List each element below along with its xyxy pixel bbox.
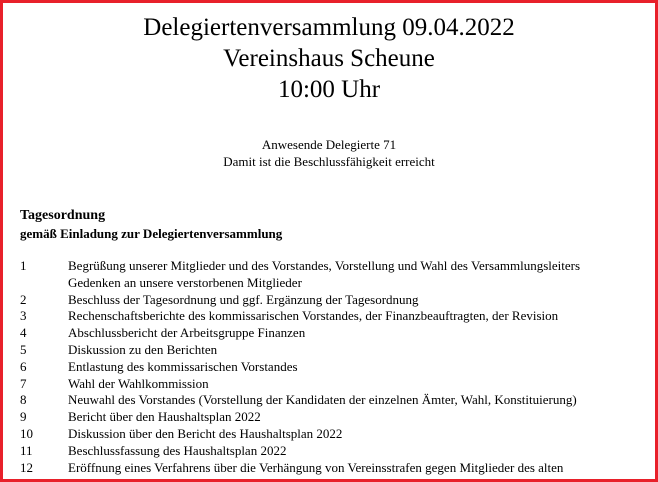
agenda-item-text: Abschlussbericht der Arbeitsgruppe Finanzen	[68, 325, 306, 341]
agenda-item-text: Diskussion über den Bericht des Haushaltsplan 2022	[68, 425, 343, 441]
agenda-item-text: Beschluss der Tagesordnung und ggf. Ergänzung der Tagesordnung	[68, 291, 419, 307]
quorum-statement: Damit ist die Beschlussfähigkeit erreicht	[223, 154, 435, 169]
agenda-item	[20, 409, 656, 426]
agenda-item	[20, 359, 656, 376]
agenda-item	[20, 342, 656, 359]
agenda-item-text: Entlastung des kommissarischen Vorstandes	[68, 358, 298, 374]
agenda-item-text: Beschlussfassung des Haushaltsplan 2022	[68, 442, 287, 458]
agenda-item	[20, 258, 656, 275]
agenda-header	[20, 207, 282, 242]
agenda-item	[20, 275, 656, 292]
agenda-item	[20, 292, 656, 309]
agenda-item-number: 11	[20, 442, 33, 458]
agenda-item	[20, 460, 656, 477]
agenda-item-number: 1	[20, 258, 27, 273]
agenda-item-text: Diskussion zu den Berichten	[68, 341, 218, 357]
agenda-item-number: 7	[20, 375, 27, 391]
agenda-item	[20, 443, 656, 460]
agenda-item-text: Eröffnung eines Verfahrens über die Verhängung von Vereinsstrafen gegen Mitglieder des alten	[68, 459, 564, 475]
attendance-block	[3, 136, 655, 170]
agenda-item-number: 6	[20, 358, 27, 374]
agenda-item-text: Gedenken an unsere verstorbenen Mitglieder	[68, 274, 302, 290]
agenda-item	[20, 426, 656, 443]
agenda-item	[20, 392, 656, 409]
agenda-item-text: Begrüßung unserer Mitglieder und des Vorstandes, Vorstellung und Wahl des Versammlungsleiters	[68, 258, 581, 273]
agenda-item-number: 8	[20, 392, 27, 408]
venue: Vereinshaus Scheune	[223, 45, 435, 72]
agenda-item-number: 3	[20, 308, 27, 324]
agenda-item	[20, 376, 656, 393]
agenda-item-number: 2	[20, 291, 27, 307]
agenda-list	[20, 258, 656, 476]
start-time: 10:00 Uhr	[277, 76, 381, 103]
agenda-subheading: gemäß Einladung zur Delegiertenversammlung	[20, 226, 283, 241]
agenda-item-text: Wahl der Wahlkommission	[68, 375, 209, 391]
agenda-item-text: Neuwahl des Vorstandes (Vorstellung der Kandidaten der einzelnen Ämter, Wahl, Konstituierung)	[68, 392, 577, 408]
agenda-item	[20, 325, 656, 342]
attendance-count: Anwesende Delegierte 71	[261, 137, 397, 152]
agenda-item-number: 9	[20, 409, 27, 425]
document-title: Delegiertenversammlung 09.04.2022	[143, 14, 515, 41]
agenda-item-number: 10	[20, 425, 33, 441]
agenda-item-number: 4	[20, 325, 27, 341]
agenda-heading: Tagesordnung	[20, 208, 106, 223]
agenda-item-text: Bericht über den Haushaltsplan 2022	[68, 409, 261, 425]
agenda-item-text: Rechenschaftsberichte des kommissarischen Vorstandes, der Finanzbeauftragten, der Revision	[68, 308, 559, 324]
agenda-item	[20, 308, 656, 325]
agenda-item-number: 5	[20, 341, 27, 357]
title-block	[3, 12, 655, 105]
agenda-item-number: 12	[20, 459, 33, 475]
